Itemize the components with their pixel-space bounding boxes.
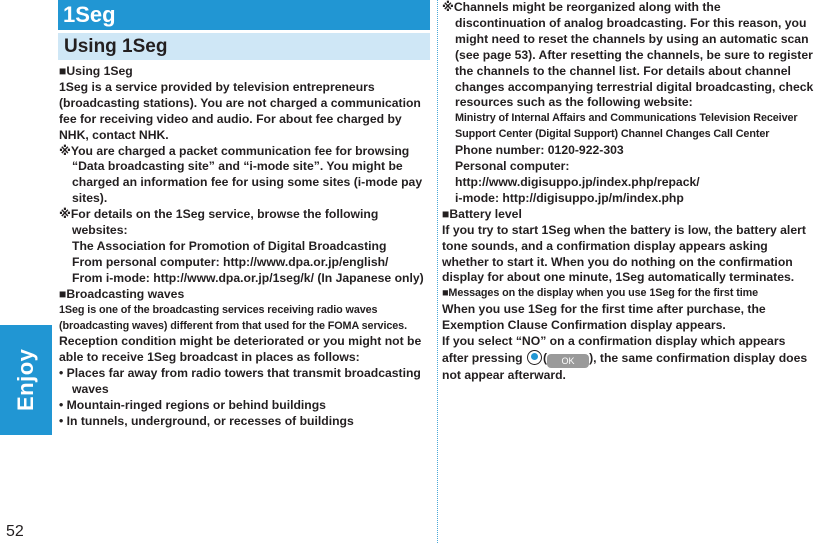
association-name: The Association for Promotion of Digital Broadcasting bbox=[72, 238, 387, 253]
section-title: 1Seg bbox=[58, 0, 430, 30]
battery-heading: ■Battery level bbox=[442, 206, 522, 221]
battery-body: If you try to start 1Seg when the battery is low, the battery alert tone sounds, and a confirmation display appears asking whether to start it. When you do nothing on the confirmation display for about one minute, 1Seg automatically terminates. bbox=[442, 222, 806, 285]
imode-url: From i-mode: http://www.dpa.or.jp/1seg/k/ (In Japanese only) bbox=[72, 270, 424, 285]
right-column bbox=[442, 0, 814, 384]
packet-fee-note: ※You are charged a packet communication fee for browsing “Data broadcasting site” and “i-mode site”. You might be charged an information fee for using some sites (i-mode pay sites). bbox=[59, 143, 423, 206]
center-key-icon bbox=[527, 350, 542, 365]
pc-url: From personal computer: http://www.dpa.or.jp/english/ bbox=[72, 254, 389, 269]
phone-number: Phone number: 0120-922-303 bbox=[455, 143, 624, 158]
support-center: Ministry of Internal Affairs and Communications Television Receiver Support Center (Digital Support) Channel Changes Call Center bbox=[455, 112, 798, 141]
using-heading: ■Using 1Seg bbox=[59, 64, 133, 78]
side-tab-label: Enjoy bbox=[13, 348, 38, 412]
messages-body-pre: If you select “NO” on a confirmation display which appears after pressing bbox=[442, 334, 786, 365]
waves-body: Reception condition might be deteriorated or you might not be able to receive 1Seg broadcast in places as follows: bbox=[59, 334, 422, 365]
messages-body-post: ), the same confirmation display does not appear afterward. bbox=[442, 350, 808, 382]
details-note: ※For details on the 1Seg service, browse the following websites: bbox=[59, 207, 379, 238]
left-column bbox=[59, 64, 433, 430]
side-tab bbox=[0, 325, 52, 435]
waves-description: 1Seg is one of the broadcasting services receiving radio waves (broadcasting waves) different from that used for the FOMA services. bbox=[59, 303, 407, 332]
list-item: • Mountain-ringed regions or behind buildings bbox=[59, 398, 326, 413]
messages-heading: ■Messages on the display when you use 1Seg for the first time bbox=[442, 287, 759, 300]
messages-body: When you use 1Seg for the first time after purchase, the Exemption Clause Confirmation display appears. bbox=[442, 302, 766, 333]
page-number: 52 bbox=[6, 523, 24, 540]
subsection-title: Using 1Seg bbox=[58, 33, 430, 60]
pc-url: Personal computer: http://www.digisuppo.jp/index.php/repack/ bbox=[455, 159, 700, 189]
waves-heading: ■Broadcasting waves bbox=[59, 286, 185, 301]
using-body: 1Seg is a service provided by television entrepreneurs (broadcasting stations). You are not charged a communication fee for receiving video and audio. For about fee charged by NHK, contact NHK. bbox=[59, 79, 421, 142]
messages-body-keys: If you select “NO” on a confirmation display which appears after pressing ( OK ), the same confirmation display does not appear afterward. bbox=[442, 334, 808, 382]
imode-url: i-mode: http://digisuppo.jp/m/index.php bbox=[455, 190, 684, 205]
list-item: • Places far away from radio towers that transmit broadcasting waves bbox=[59, 366, 421, 397]
column-divider bbox=[437, 0, 438, 543]
ok-key-icon: OK bbox=[547, 354, 589, 368]
channels-note: ※Channels might be reorganized along with the discontinuation of analog broadcasting. For this reason, you might need to reset the channels by using an automatic scan (see page 53). After resetting the channels, be sure to register the channels to the channel list. For details about channel changes accompanying terrestrial digital broadcasting, check resources such as the following website: bbox=[442, 0, 814, 110]
list-item: • In tunnels, underground, or recesses of buildings bbox=[59, 413, 354, 428]
